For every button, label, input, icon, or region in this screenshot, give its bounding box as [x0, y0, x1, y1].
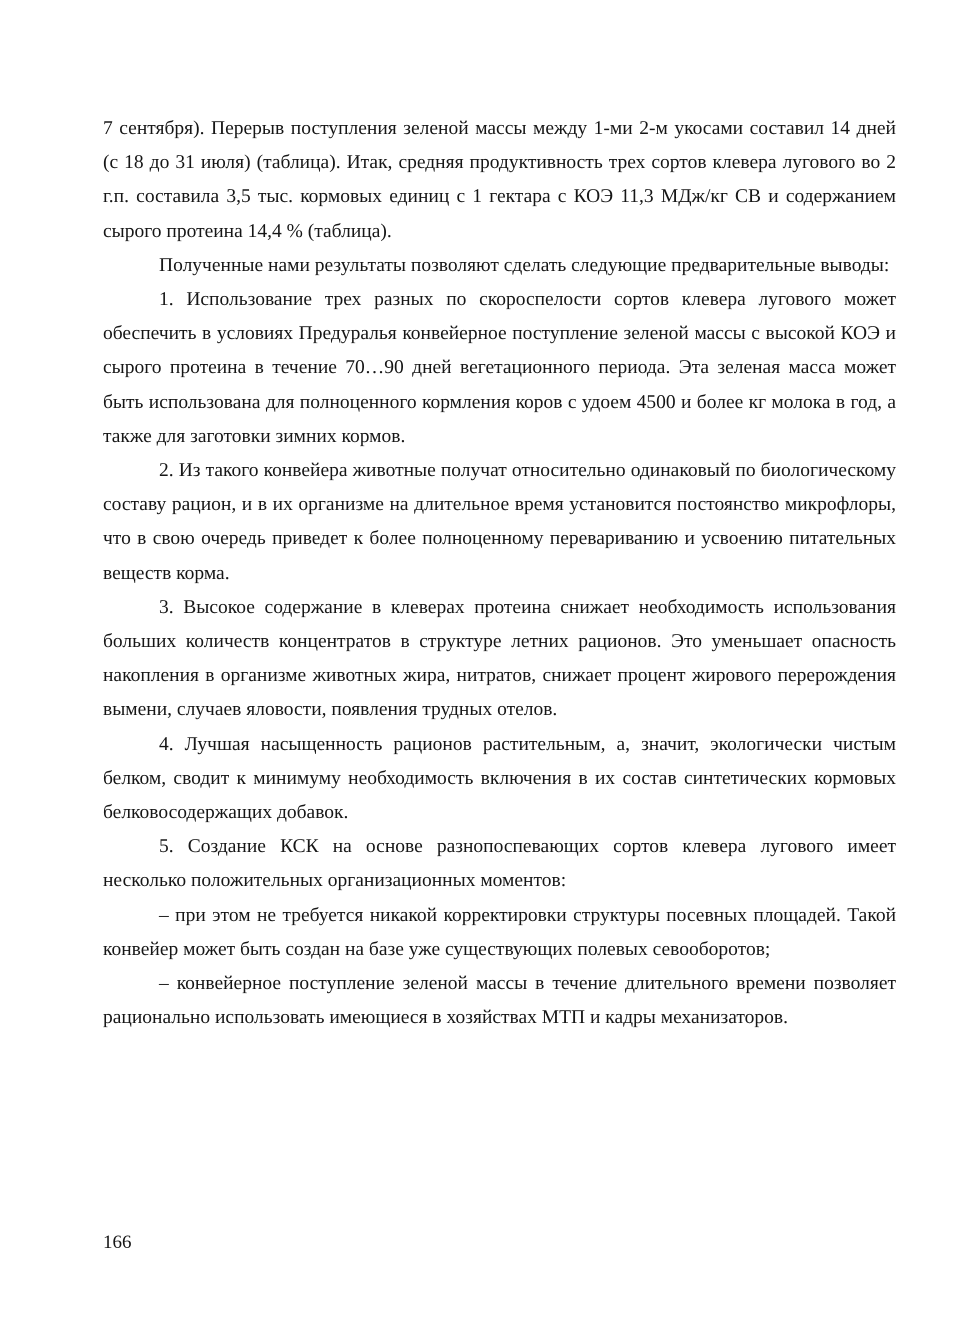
paragraph-dash-item-1: – при этом не требуется никакой корректировки структуры посевных площадей. Такой конвейер может быть создан на базе уже существующих полевых севооборотов; [103, 904, 896, 960]
paragraph-conclusion-3: 3. Высокое содержание в клеверах протеина снижает необходимость использования больших количеств концентратов в структуре летних рационов. Это уменьшает опасность накопления в организме животных жира, нитратов, снижает процент жирового перерождения вымени, случаев яловости, появления трудных отелов. [103, 596, 896, 721]
paragraph-conclusion-2: 2. Из такого конвейера животные получат относительно одинаковый по биологическому составу рацион, и в их организме на длительное время установится постоянство микрофлоры, что в свою очередь приведет к более полноценному перевариванию и усвоению питательных веществ корма. [103, 460, 896, 584]
paragraph-conclusions-intro: Полученные нами результаты позволяют сделать следующие предварительные выводы: [159, 254, 890, 276]
paragraph-conclusion-1: 1. Использование трех разных по скороспелости сортов клевера лугового может обеспечить в условиях Предуралья конвейерное поступление зеленой массы с высокой КОЭ и сырого протеина в течение 70…90 дней вегетационного периода. Эта зеленая масса может быть использована для полноценного кормления коров с удоем 4500 и более кг молока в год, а также для заготовки зимних кормов. [103, 289, 896, 447]
paragraph-dash-item-2: – конвейерное поступление зеленой массы в течение длительного времени позволяет рационально использовать имеющиеся в хозяйствах МТП и кадры механизаторов. [103, 973, 896, 1029]
paragraph-conclusion-5: 5. Создание КСК на основе разнопоспевающих сортов клевера лугового имеет несколько положительных организационных моментов: [103, 836, 896, 892]
page-body [103, 112, 896, 1035]
paragraph-conclusion-4: 4. Лучшая насыщенность рационов растительным, а, значит, экологически чистым белком, сводит к минимуму необходимость включения в их состав синтетических кормовых белковосодержащих добавок. [103, 733, 896, 824]
paragraph-continuation: 7 сентября). Перерыв поступления зеленой массы между 1-ми 2-м укосами составил 14 дней (с 18 до 31 июля) (таблица). Итак, средняя продуктивность трех сортов клевера лугового во 2 г.п. составила 3,5 тыс. кормовых единиц с 1 гектара с КОЭ 11,3 МДж/кг СВ и содержанием сырого протеина 14,4 % (таблица). [103, 118, 896, 242]
page-number: 166 [103, 1232, 132, 1253]
